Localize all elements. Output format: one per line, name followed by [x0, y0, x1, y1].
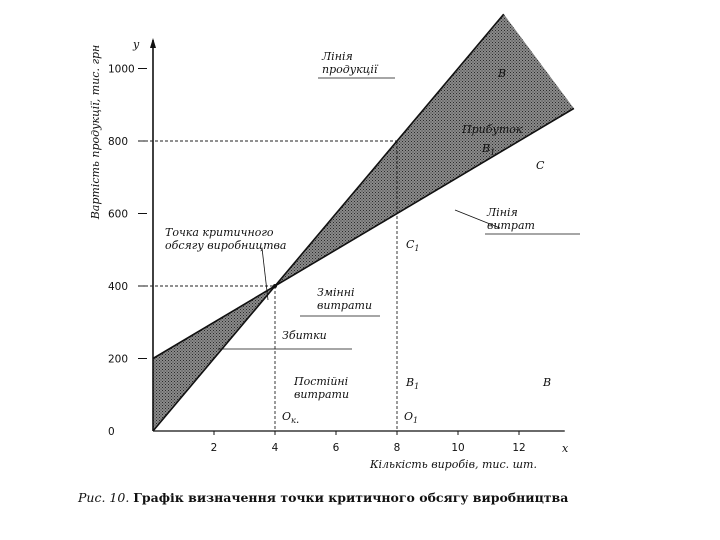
x-tick-label: 10 — [451, 442, 465, 454]
variable-costs-label-word-1: Змінні — [317, 286, 355, 299]
x-axis-symbol: x — [562, 442, 569, 455]
point-label-B1-profit-sub: 1 — [490, 148, 496, 157]
fixed-costs-label-word-2: витрати — [294, 388, 350, 401]
x-tick-label: 4 — [271, 442, 279, 454]
revenue-line-label — [321, 50, 379, 76]
y-axis-ticks — [108, 64, 147, 439]
x-tick-label: 8 — [393, 442, 401, 454]
point-label-B1-sub: 1 — [414, 382, 420, 391]
revenue-line-label-word-2: продукції — [322, 63, 378, 76]
critical-point — [273, 284, 277, 288]
loss-label: Збитки — [282, 329, 327, 342]
point-label-O1-sub: 1 — [413, 416, 419, 425]
point-label-C: C — [536, 159, 545, 172]
fixed-costs-label-word-1: Постійні — [294, 375, 349, 388]
point-label-C1-sub: 1 — [414, 244, 420, 253]
variable-costs-label — [317, 286, 372, 312]
figure-caption — [78, 490, 598, 505]
x-tick-label: 2 — [210, 442, 218, 454]
y-tick-label: 400 — [108, 281, 129, 293]
profit-label: Прибуток — [462, 123, 523, 136]
revenue-line-label-word-1: Лінія — [322, 50, 353, 63]
critical-point-label-line-1: Точка критичного — [165, 226, 274, 239]
cost-line-label-word-1: Лінія — [487, 206, 518, 219]
variable-costs-label-word-2: витрати — [317, 299, 373, 312]
y-tick-label: 800 — [108, 136, 129, 148]
point-label-Ok: $O_к$. — [282, 410, 300, 426]
y-axis-label: Вартість продукції, тис. грн — [89, 44, 102, 220]
y-tick-label: 600 — [108, 208, 129, 221]
cost-line-label — [486, 206, 535, 232]
x-axis-label: Кількість виробів, тис. шт. — [370, 458, 537, 471]
figure-number: Рис. 10. — [78, 490, 130, 505]
x-axis-ticks — [211, 431, 526, 454]
y-tick-label: 0 — [108, 426, 115, 438]
profit-area — [275, 14, 574, 286]
y-tick-label: 200 — [108, 353, 129, 366]
point-label-B1-profit: $B_1$ — [482, 142, 496, 157]
y-axis-arrow — [150, 38, 156, 48]
figure-title: Графік визначення точки критичного обсягу виробництва — [133, 490, 569, 505]
critical-point-label-line-2: обсягу виробництва — [165, 239, 287, 252]
point-label-Ok-sub: к — [291, 416, 296, 425]
y-axis-symbol: y — [133, 38, 140, 51]
revenue-line — [153, 14, 507, 431]
point-label-B1: $B_1$ — [406, 376, 420, 391]
point-label-C1: $C_1$ — [406, 238, 420, 253]
x-tick-label: 6 — [332, 442, 340, 454]
x-tick-label: 12 — [512, 442, 526, 454]
point-label-B: B — [543, 376, 552, 389]
critical-point-label — [165, 226, 286, 252]
point-label-O1: $O_1$ — [404, 410, 419, 425]
y-tick-label: 1000 — [108, 63, 135, 76]
cost-line-label-word-2: витрат — [487, 219, 535, 232]
fixed-costs-label — [293, 375, 352, 401]
point-label-B-top: B — [498, 67, 507, 80]
